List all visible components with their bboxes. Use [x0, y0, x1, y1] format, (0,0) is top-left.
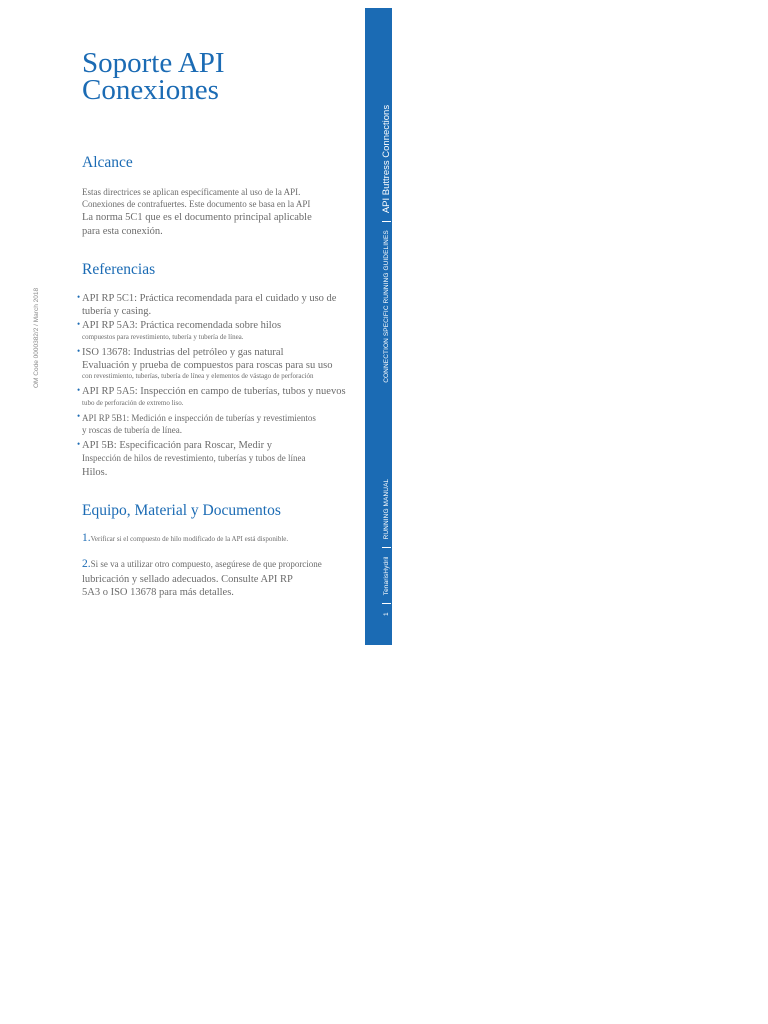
equipo-item-2-line-2: lubricación y sellado adecuados. Consulte API RP — [82, 574, 293, 585]
ref-2-line-1: API RP 5A3: Práctica recomendada sobre hilos — [82, 320, 282, 331]
equipo-item-2 — [82, 558, 322, 570]
page-number: 1 — [382, 612, 390, 616]
equipo-item-1 — [82, 532, 288, 544]
alcance-line-4: para esta conexión. — [82, 226, 163, 237]
ref-3-line-3: con revestimiento, tuberías, tubería de línea y elementos de vástago de perforación — [82, 372, 314, 380]
company-name: TenarisHydril — [382, 556, 390, 596]
title-line-1: Soporte API — [82, 47, 225, 79]
bullet-icon: • — [77, 411, 81, 421]
ref-6-line-1: API 5B: Especificación para Roscar, Medir y — [82, 440, 272, 451]
sidebar-bar — [365, 8, 392, 645]
manual-label: RUNNING MANUAL — [382, 478, 390, 540]
ref-6-line-2: Inspección de hilos de revestimiento, tuberías y tubos de línea — [82, 453, 306, 463]
ref-1-line-2: tubería y casing. — [82, 306, 152, 317]
alcance-line-2: Conexiones de contrafuertes. Este documento se basa en la API — [82, 199, 311, 209]
equipo-item-1-number: 1. — [82, 532, 91, 544]
title-line-2: Conexiones — [82, 74, 219, 106]
connection-label: API Buttress Connections — [380, 104, 392, 214]
page-title — [82, 47, 225, 106]
referencias-heading: Referencias — [82, 261, 156, 278]
alcance-line-1: Estas directrices se aplican específicamente al uso de la API. — [82, 187, 301, 197]
alcance-heading: Alcance — [82, 154, 133, 171]
equipo-heading: Equipo, Material y Documentos — [82, 502, 281, 519]
bullet-icon: • — [77, 319, 81, 329]
om-code: OM Code 0000382/2 / March 2018 — [33, 287, 40, 388]
bullet-icon: • — [77, 385, 81, 395]
guidelines-label: CONNECTION SPECIFIC RUNNING GUIDELINES — [382, 230, 390, 383]
bullet-icon: • — [77, 346, 81, 356]
alcance-line-3: La norma 5C1 que es el documento principal aplicable — [82, 212, 312, 223]
equipo-item-2-line-1: Si se va a utilizar otro compuesto, asegúrese de que proporcione — [90, 559, 322, 569]
equipo-item-1-text: Verificar si el compuesto de hilo modificado de la API está disponible. — [90, 535, 289, 543]
ref-5-line-1: API RP 5B1: Medición e inspección de tuberías y revestimientos — [82, 413, 316, 423]
ref-1-line-1: API RP 5C1: Práctica recomendada para el cuidado y uso de — [82, 293, 337, 304]
ref-4-line-2: tubo de perforación de extremo liso. — [82, 399, 184, 407]
ref-2-line-2: compuestos para revestimiento, tubería y tubería de línea. — [82, 333, 244, 341]
ref-3-line-1: ISO 13678: Industrias del petróleo y gas natural — [82, 347, 284, 358]
divider — [382, 603, 391, 604]
ref-6-line-3: Hilos. — [82, 467, 108, 478]
equipo-item-2-number: 2. — [82, 558, 91, 570]
divider — [382, 221, 391, 222]
bullet-icon: • — [77, 292, 81, 302]
sidebar-text — [379, 105, 393, 616]
ref-5-line-2: y roscas de tubería de línea. — [82, 425, 182, 435]
bullet-icon: • — [77, 439, 81, 449]
equipo-item-2-line-3: 5A3 o ISO 13678 para más detalles. — [82, 587, 234, 598]
divider — [382, 547, 391, 548]
ref-4-line-1: API RP 5A5: Inspección en campo de tuberías, tubos y nuevos — [82, 386, 346, 397]
ref-3-line-2: Evaluación y prueba de compuestos para roscas para su uso — [82, 360, 333, 371]
